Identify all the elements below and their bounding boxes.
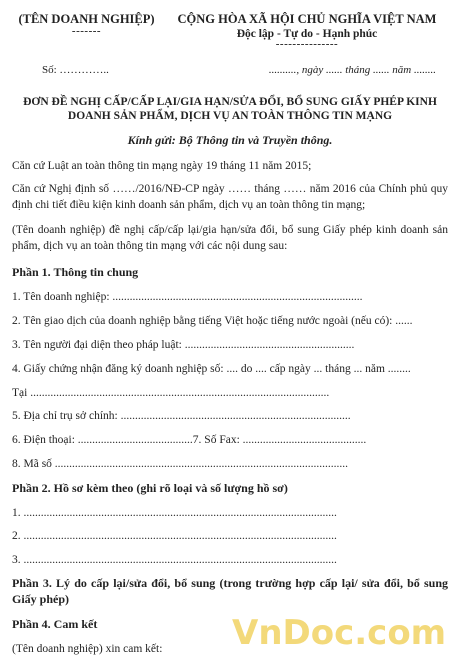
company-header (14, 12, 159, 36)
part1-heading: Phần 1. Thông tin chung (12, 265, 139, 279)
national-motto: Độc lập - Tự do - Hạnh phúc (236, 28, 378, 40)
part2-item-1: 1. ............................................................................................................. (12, 507, 337, 519)
part4-heading: Phần 4. Cam kết (12, 617, 98, 631)
national-name: CỘNG HÒA XÃ HỘI CHỦ NGHĨA VIỆT NAM (177, 12, 437, 26)
legal-basis-2: Căn cứ Nghị định số ……/2016/NĐ-CP ngày …… tháng …… năm 2016 của Chính phủ quy định chi tiết điều kiện kinh doanh sản phẩm, dịch vụ an toàn thông tin mạng; (12, 183, 448, 211)
request-paragraph: (Tên doanh nghiệp) đề nghị cấp/cấp lại/gia hạn/sửa đổi, bổ sung Giấy phép kinh doanh sản phẩm, dịch vụ an toàn thông tin mạng với các nội dung sau: (12, 224, 448, 252)
document-title (12, 95, 448, 123)
part4-text: (Tên doanh nghiệp) xin cam kết: (12, 643, 163, 655)
recipient: Kính gửi: Bộ Thông tin và Truyền thông. (127, 133, 333, 147)
document-number: Số: ………….. (42, 64, 109, 76)
legal-basis-1: Căn cứ Luật an toàn thông tin mạng ngày 19 tháng 11 năm 2015; (12, 160, 312, 172)
part1-item-5: 5. Địa chỉ trụ sở chính: ................................................................................ (12, 410, 351, 422)
part1-item-4-place: Tại ........................................................................................................ (12, 387, 330, 399)
document-date: .........., ngày ...... tháng ...... năm ........ (268, 64, 436, 76)
national-header (162, 12, 452, 49)
title-line-1: ĐƠN ĐỀ NGHỊ CẤP/CẤP LẠI/GIA HẠN/SỬA ĐỔI, BỔ SUNG GIẤY PHÉP KINH (23, 96, 437, 108)
motto-underline: --------------- (275, 38, 339, 50)
part2-item-2: 2. ............................................................................................................. (12, 530, 337, 542)
part1-item-4: 4. Giấy chứng nhận đăng ký doanh nghiệp số: .... do .... cấp ngày ... tháng ... năm ........ (12, 363, 411, 375)
part1-item-1: 1. Tên doanh nghiệp: ....................................................................................... (12, 291, 363, 303)
part3-heading: Phần 3. Lý do cấp lại/sửa đổi, bổ sung (trong trường hợp cấp lại/ sửa đổi, bổ sung Giấy phép) (12, 576, 448, 606)
part1-item-8: 8. Mã số ...................................................................................................... (12, 458, 349, 470)
company-underline: ------- (71, 25, 102, 37)
part1-item-3: 3. Tên người đại diện theo pháp luật: ........................................................... (12, 339, 355, 351)
company-name-placeholder: (TÊN DOANH NGHIỆP) (18, 12, 155, 26)
part1-item-2: 2. Tên giao dịch của doanh nghiệp bằng tiếng Việt hoặc tiếng nước ngoài (nếu có): ...... (12, 315, 413, 327)
part1-item-6-7: 6. Điện thoại: ........................................7. Số Fax: ........................................... (12, 434, 367, 446)
watermark-logo: VnDoc.com (232, 613, 447, 653)
title-line-2: DOANH SẢN PHẨM, DỊCH VỤ AN TOÀN THÔNG TIN MẠNG (67, 110, 393, 122)
part2-heading: Phần 2. Hồ sơ kèm theo (ghi rõ loại và số lượng hồ sơ) (12, 481, 288, 495)
part2-item-3: 3. ............................................................................................................. (12, 554, 337, 566)
